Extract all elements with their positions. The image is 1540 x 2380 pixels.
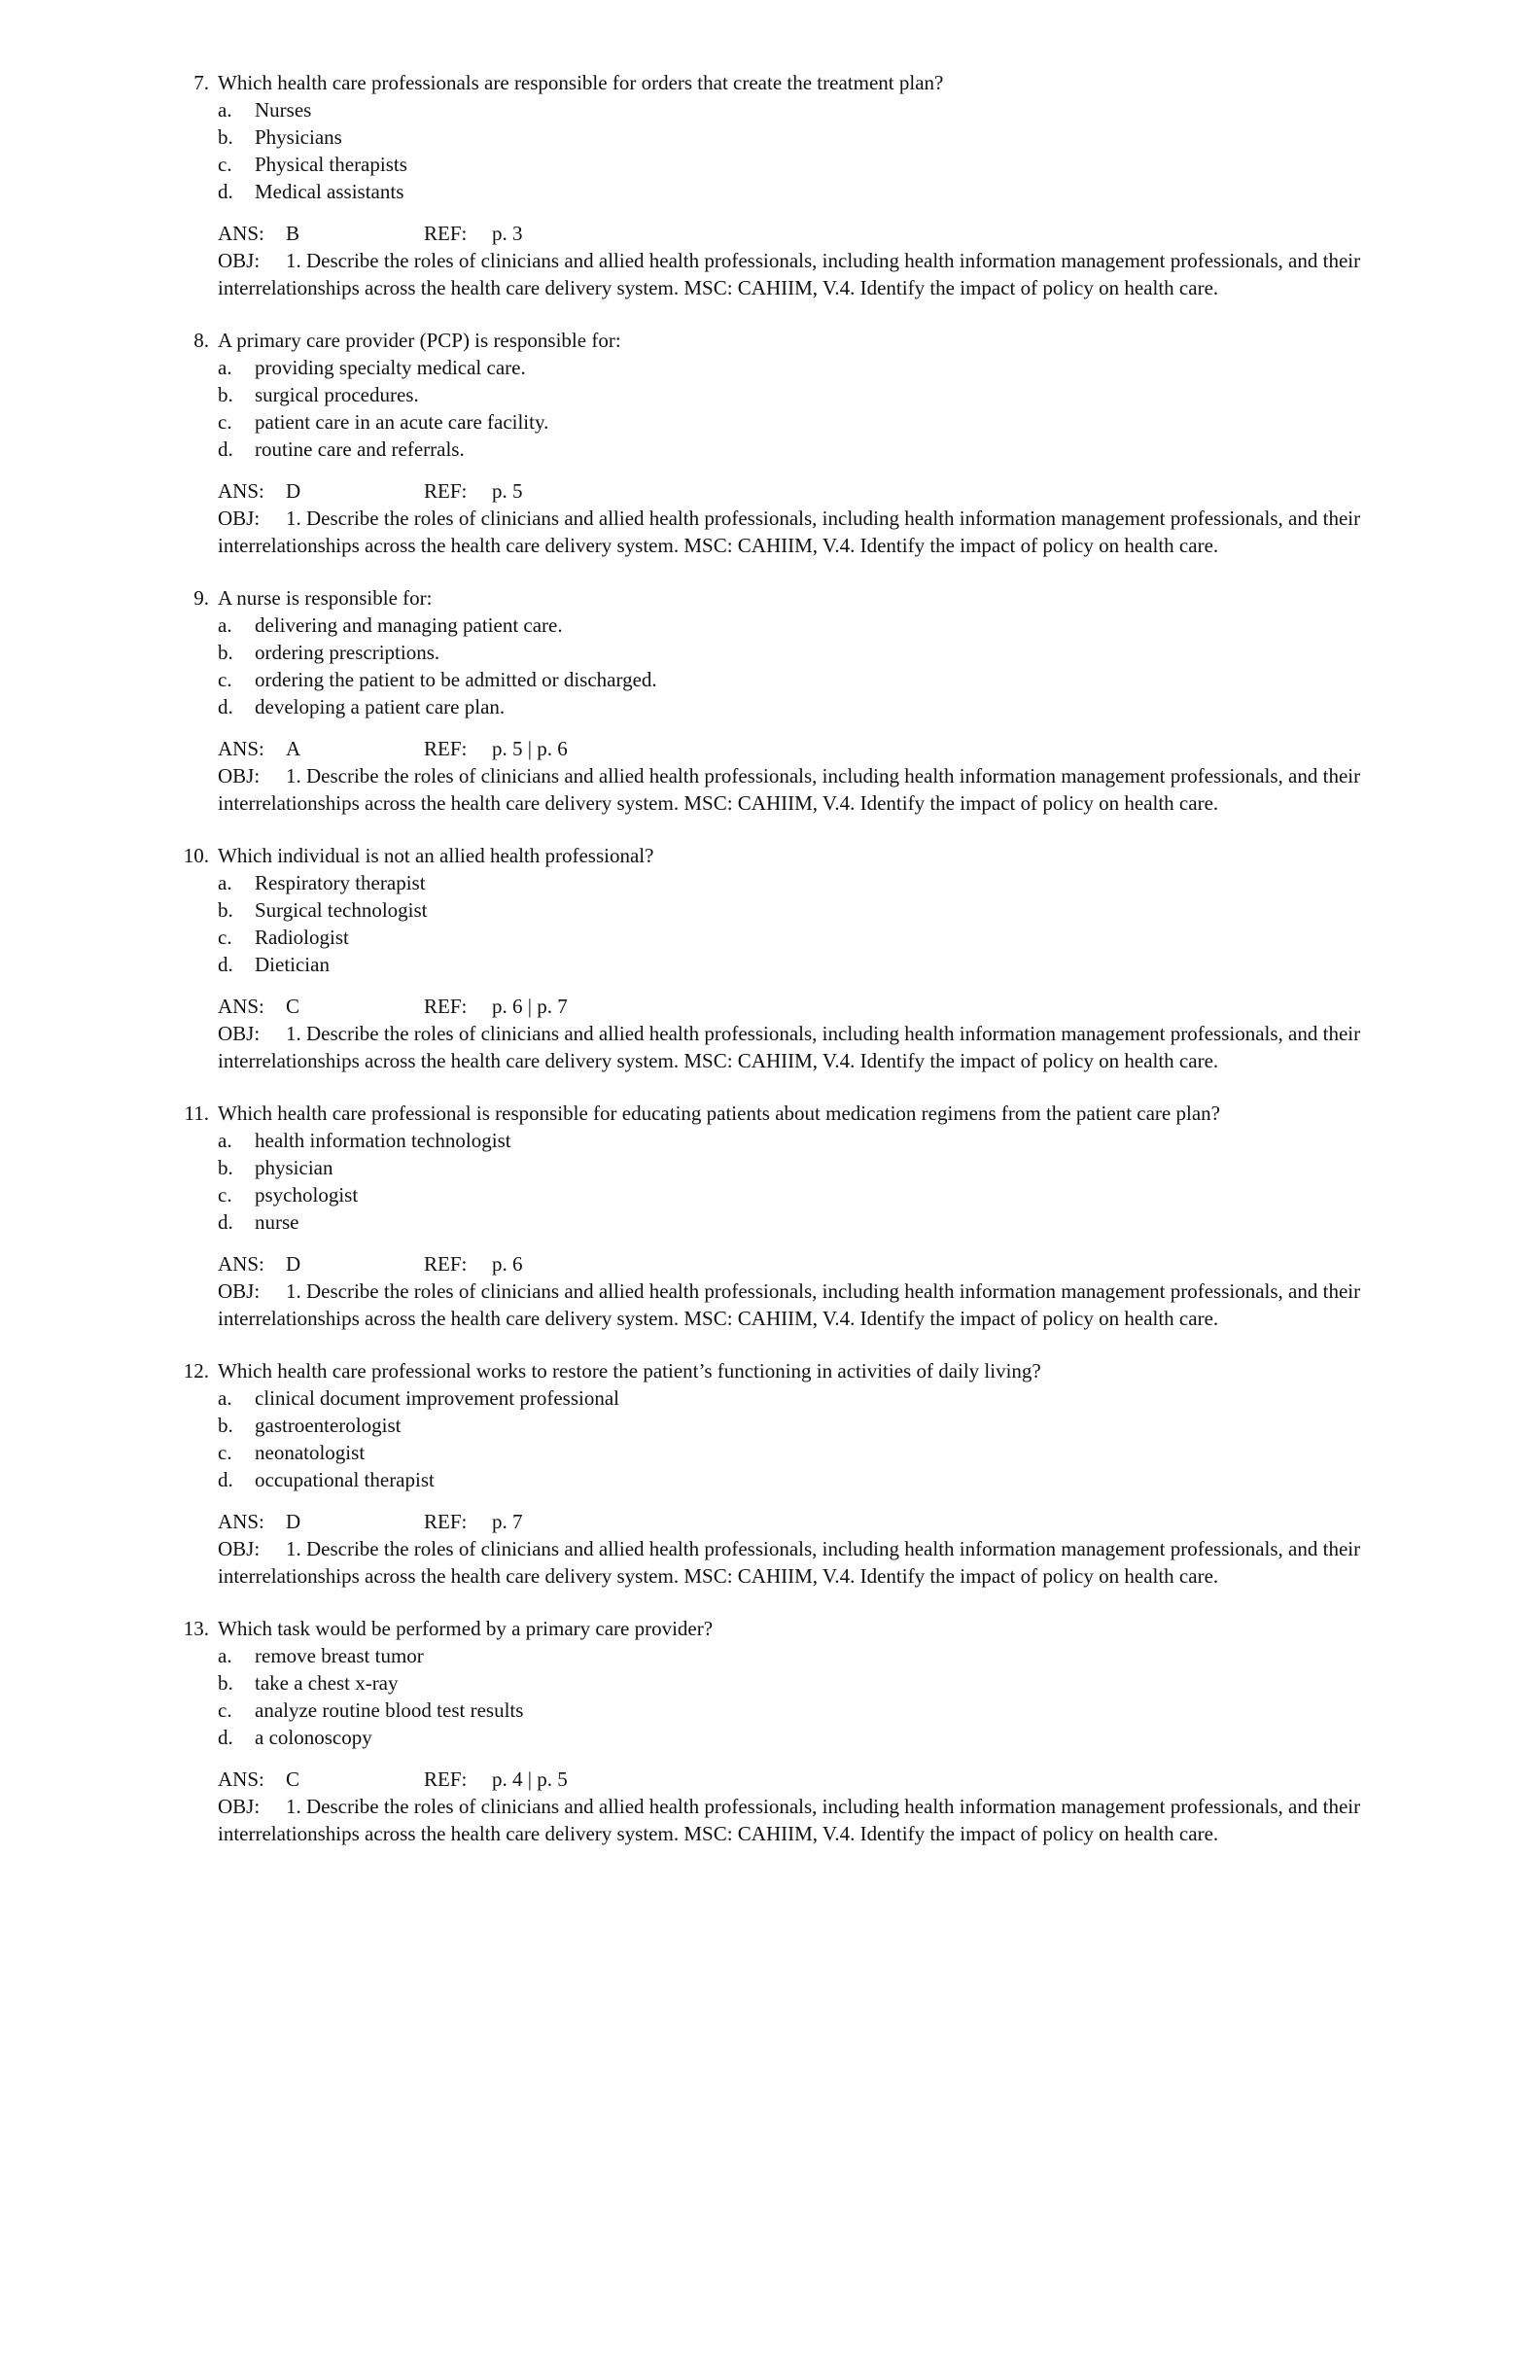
answer-value: D [286, 479, 301, 503]
reference-label: REF: [424, 737, 468, 760]
answer-value: A [286, 737, 301, 760]
question-stem: A nurse is responsible for: [218, 586, 433, 610]
choice-a [0, 354, 1540, 381]
choice-text: Respiratory therapist [255, 871, 426, 894]
choice-text: Physical therapists [255, 153, 407, 176]
question-stem-line [0, 69, 1540, 96]
objective-text [218, 1020, 1423, 1074]
reference-value: p. 5 [492, 479, 523, 503]
choice-c [0, 1181, 1540, 1208]
reference-value: p. 7 [492, 1510, 523, 1533]
choice-text: a colonoscopy [255, 1726, 372, 1749]
answer-choices [0, 1642, 1540, 1751]
choice-text: Medical assistants [255, 180, 404, 203]
choice-letter: d. [218, 695, 233, 718]
answer-line [0, 993, 1540, 1020]
reference-label: REF: [424, 1252, 468, 1276]
choice-d [0, 951, 1540, 978]
answer-choices [0, 869, 1540, 978]
document-page [0, 69, 1540, 1872]
reference-value: p. 5 | p. 6 [492, 737, 568, 760]
question-13 [0, 1615, 1540, 1847]
objective-text [218, 762, 1423, 817]
choice-c [0, 924, 1540, 951]
answer-line [0, 735, 1540, 762]
choice-b [0, 1154, 1540, 1181]
choice-letter: d. [218, 1210, 233, 1234]
choice-text: routine care and referrals. [255, 438, 465, 461]
choice-letter: c. [218, 153, 232, 176]
answer-metadata [0, 993, 1540, 1074]
choice-c [0, 151, 1540, 178]
question-stem: Which health care professional is responsible for educating patients about medication regimens from the patient care plan? [218, 1102, 1220, 1125]
answer-label: ANS: [218, 995, 264, 1018]
choice-letter: a. [218, 871, 232, 894]
choice-text: physician [255, 1156, 333, 1179]
choice-text: Dietician [255, 953, 330, 976]
question-7 [0, 69, 1540, 301]
choice-text: clinical document improvement professional [255, 1386, 619, 1410]
choice-text: delivering and managing patient care. [255, 613, 563, 637]
choice-a [0, 1642, 1540, 1669]
question-stem-line [0, 842, 1540, 869]
answer-choices [0, 612, 1540, 720]
choice-text: neonatologist [255, 1441, 366, 1464]
choice-letter: b. [218, 383, 233, 406]
answer-metadata [0, 1508, 1540, 1590]
reference-label: REF: [424, 1510, 468, 1533]
objective-text [218, 1535, 1423, 1590]
choice-text: Surgical technologist [255, 898, 428, 922]
choice-c [0, 1697, 1540, 1724]
answer-label: ANS: [218, 222, 264, 245]
question-number: 11. [184, 1102, 209, 1125]
objective-label: OBJ: [218, 1279, 261, 1303]
reference-label: REF: [424, 1768, 468, 1791]
answer-label: ANS: [218, 1510, 264, 1533]
choice-letter: b. [218, 641, 233, 664]
choice-letter: c. [218, 668, 232, 691]
answer-choices [0, 1384, 1540, 1493]
choice-letter: a. [218, 356, 232, 379]
choice-letter: d. [218, 180, 233, 203]
choice-letter: c. [218, 926, 232, 949]
choice-letter: a. [218, 98, 232, 122]
objective-text [218, 505, 1423, 559]
answer-metadata [0, 220, 1540, 301]
objective-value: 1. Describe the roles of clinicians and allied health professionals, including health information management professionals, and their interrelationships across the health care delivery system. MSC: CAHIIM, V.4. Identify the impact of policy on health care. [218, 1279, 1361, 1330]
choice-letter: a. [218, 613, 232, 637]
choice-text: Radiologist [255, 926, 349, 949]
choice-d [0, 1724, 1540, 1751]
objective-label: OBJ: [218, 1795, 261, 1818]
question-stem: Which individual is not an allied health professional? [218, 844, 654, 867]
answer-metadata [0, 1766, 1540, 1847]
choice-text: analyze routine blood test results [255, 1698, 524, 1722]
question-stem-line [0, 327, 1540, 354]
answer-choices [0, 1127, 1540, 1236]
choice-text: patient care in an acute care facility. [255, 410, 549, 434]
choice-a [0, 869, 1540, 896]
answer-metadata [0, 735, 1540, 817]
objective-value: 1. Describe the roles of clinicians and allied health professionals, including health information management professionals, and their interrelationships across the health care delivery system. MSC: CAHIIM, V.4. Identify the impact of policy on health care. [218, 1795, 1361, 1845]
reference-value: p. 4 | p. 5 [492, 1768, 568, 1791]
question-8 [0, 327, 1540, 559]
objective-label: OBJ: [218, 249, 261, 272]
choice-letter: b. [218, 1671, 233, 1695]
choice-c [0, 666, 1540, 693]
answer-value: D [286, 1252, 301, 1276]
answer-label: ANS: [218, 737, 264, 760]
choice-d [0, 693, 1540, 720]
choice-c [0, 408, 1540, 436]
choice-letter: a. [218, 1386, 232, 1410]
answer-metadata [0, 477, 1540, 559]
objective-label: OBJ: [218, 1537, 261, 1560]
choice-a [0, 1127, 1540, 1154]
choice-text: developing a patient care plan. [255, 695, 506, 718]
answer-line [0, 1766, 1540, 1793]
question-stem: Which health care professional works to restore the patient’s functioning in activities of daily living? [218, 1359, 1041, 1382]
answer-choices [0, 96, 1540, 205]
objective-label: OBJ: [218, 1022, 261, 1045]
answer-line [0, 220, 1540, 247]
question-number: 13. [183, 1617, 209, 1640]
answer-label: ANS: [218, 479, 264, 503]
answer-value: C [286, 995, 300, 1018]
choice-text: Physicians [255, 125, 342, 149]
objective-value: 1. Describe the roles of clinicians and allied health professionals, including health information management professionals, and their interrelationships across the health care delivery system. MSC: CAHIIM, V.4. Identify the impact of policy on health care. [218, 507, 1361, 557]
question-number: 12. [183, 1359, 209, 1382]
choice-letter: d. [218, 1468, 233, 1491]
question-number: 7. [193, 71, 209, 94]
choice-letter: a. [218, 1644, 232, 1667]
objective-text [218, 1278, 1423, 1332]
question-9 [0, 584, 1540, 817]
choice-text: take a chest x-ray [255, 1671, 399, 1695]
choice-letter: b. [218, 125, 233, 149]
choice-text: gastroenterologist [255, 1414, 402, 1437]
answer-metadata [0, 1250, 1540, 1332]
reference-label: REF: [424, 222, 468, 245]
choice-b [0, 639, 1540, 666]
answer-value: B [286, 222, 300, 245]
question-number: 8. [193, 329, 209, 352]
choice-b [0, 1412, 1540, 1439]
answer-value: C [286, 1768, 300, 1791]
objective-text [218, 1793, 1423, 1847]
choice-letter: c. [218, 1441, 232, 1464]
question-stem-line [0, 1357, 1540, 1384]
question-stem-line [0, 1100, 1540, 1127]
choice-d [0, 178, 1540, 205]
choice-letter: d. [218, 1726, 233, 1749]
objective-value: 1. Describe the roles of clinicians and allied health professionals, including health information management professionals, and their interrelationships across the health care delivery system. MSC: CAHIIM, V.4. Identify the impact of policy on health care. [218, 249, 1361, 299]
objective-value: 1. Describe the roles of clinicians and allied health professionals, including health information management professionals, and their interrelationships across the health care delivery system. MSC: CAHIIM, V.4. Identify the impact of policy on health care. [218, 1022, 1361, 1072]
choice-d [0, 436, 1540, 463]
question-stem: Which health care professionals are responsible for orders that create the treatment plan? [218, 71, 944, 94]
choice-c [0, 1439, 1540, 1466]
choice-a [0, 96, 1540, 123]
answer-line [0, 1508, 1540, 1535]
objective-value: 1. Describe the roles of clinicians and allied health professionals, including health information management professionals, and their interrelationships across the health care delivery system. MSC: CAHIIM, V.4. Identify the impact of policy on health care. [218, 764, 1361, 815]
choice-b [0, 896, 1540, 924]
choice-text: ordering the patient to be admitted or discharged. [255, 668, 657, 691]
answer-line [0, 477, 1540, 505]
choice-a [0, 612, 1540, 639]
choice-text: ordering prescriptions. [255, 641, 440, 664]
question-12 [0, 1357, 1540, 1590]
reference-label: REF: [424, 479, 468, 503]
choice-b [0, 123, 1540, 151]
choice-letter: b. [218, 1156, 233, 1179]
reference-value: p. 3 [492, 222, 523, 245]
objective-value: 1. Describe the roles of clinicians and allied health professionals, including health information management professionals, and their interrelationships across the health care delivery system. MSC: CAHIIM, V.4. Identify the impact of policy on health care. [218, 1537, 1361, 1588]
choice-a [0, 1384, 1540, 1412]
answer-choices [0, 354, 1540, 463]
reference-label: REF: [424, 995, 468, 1018]
choice-letter: b. [218, 898, 233, 922]
choice-letter: b. [218, 1414, 233, 1437]
choice-letter: c. [218, 410, 232, 434]
question-number: 9. [193, 586, 209, 610]
reference-value: p. 6 [492, 1252, 523, 1276]
answer-line [0, 1250, 1540, 1278]
objective-label: OBJ: [218, 764, 261, 788]
choice-text: nurse [255, 1210, 299, 1234]
choice-letter: d. [218, 438, 233, 461]
question-number: 10. [183, 844, 209, 867]
choice-text: providing specialty medical care. [255, 356, 526, 379]
choice-text: psychologist [255, 1183, 359, 1207]
choice-letter: a. [218, 1129, 232, 1152]
reference-value: p. 6 | p. 7 [492, 995, 568, 1018]
question-stem: Which task would be performed by a primary care provider? [218, 1617, 714, 1640]
choice-text: remove breast tumor [255, 1644, 424, 1667]
objective-text [218, 247, 1423, 301]
question-stem: A primary care provider (PCP) is responsible for: [218, 329, 621, 352]
question-stem-line [0, 1615, 1540, 1642]
answer-value: D [286, 1510, 301, 1533]
choice-text: Nurses [255, 98, 312, 122]
question-11 [0, 1100, 1540, 1332]
choice-d [0, 1466, 1540, 1493]
choice-text: health information technologist [255, 1129, 511, 1152]
choice-letter: d. [218, 953, 233, 976]
question-stem-line [0, 584, 1540, 612]
choice-b [0, 1669, 1540, 1697]
choice-text: occupational therapist [255, 1468, 435, 1491]
choice-d [0, 1208, 1540, 1236]
answer-label: ANS: [218, 1768, 264, 1791]
choice-letter: c. [218, 1698, 232, 1722]
choice-letter: c. [218, 1183, 232, 1207]
choice-b [0, 381, 1540, 408]
objective-label: OBJ: [218, 507, 261, 530]
answer-label: ANS: [218, 1252, 264, 1276]
question-10 [0, 842, 1540, 1074]
choice-text: surgical procedures. [255, 383, 419, 406]
